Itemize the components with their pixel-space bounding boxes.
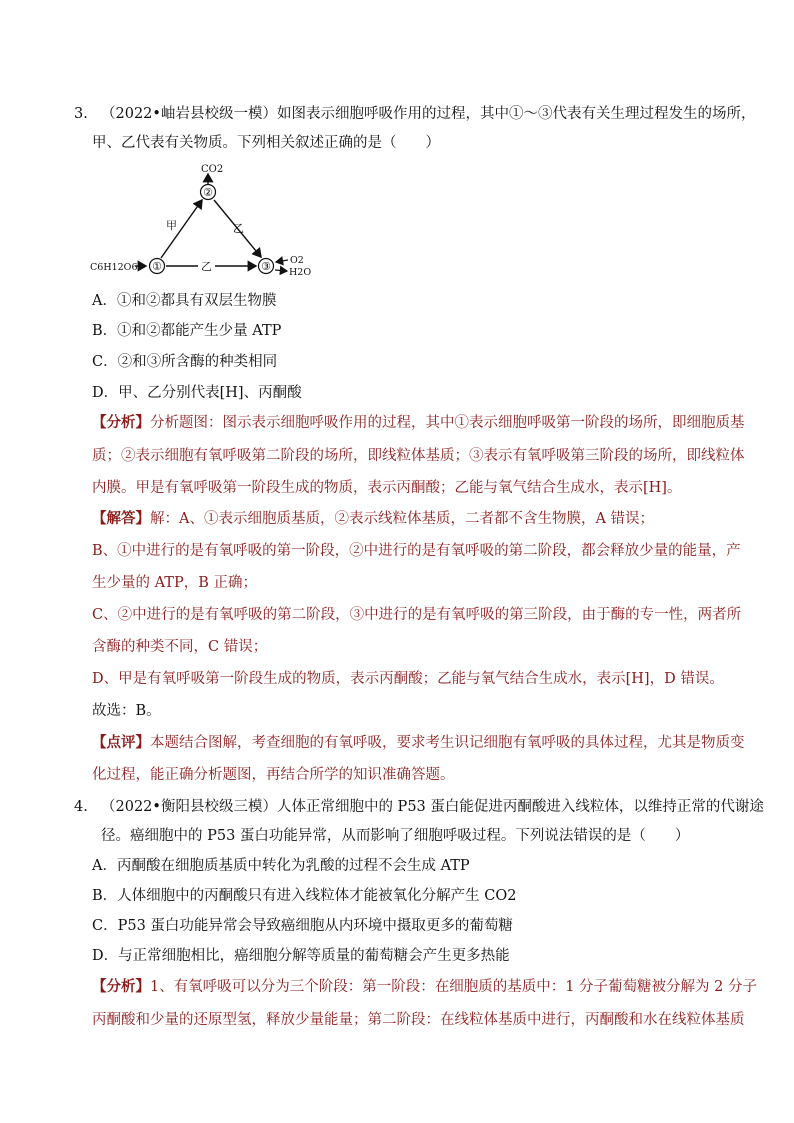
question-4-option-a: A．丙酮酸在细胞质基质中转化为乳酸的过程不会生成 ATP — [92, 858, 470, 874]
question-4-number: 4. — [74, 799, 88, 815]
question-3-answer-line-4: C、②中进行的是有氧呼吸的第二阶段，③中进行的是有氧呼吸的第三阶段，由于酶的专一性，两者所 — [92, 607, 742, 623]
question-3-option-c: C．②和③所含酶的种类相同 — [92, 354, 278, 370]
question-3-answer-line-1 — [92, 509, 654, 529]
question-3-option-b: B．①和②都能产生少量 ATP — [92, 323, 282, 339]
question-4-analysis-line-2: 丙酮酸和少量的还原型氢，释放少量能量；第二阶段：在线粒体基质中进行，丙酮酸和水在线粒体基质 — [92, 1012, 745, 1028]
question-3-comment-line-1 — [92, 733, 745, 753]
answer-text: 解：A、①表示细胞质基质，②表示线粒体基质，二者都不含生物膜，A 错误； — [150, 511, 655, 527]
question-4-option-b: B．人体细胞中的丙酮酸只有进入线粒体才能被氧化分解产生 CO2 — [92, 888, 517, 904]
question-3-option-d: D．甲、乙分别代表[H]、丙酮酸 — [92, 385, 302, 401]
yi-bottom-label: 乙 — [201, 260, 212, 273]
analysis-tag: 【分析】 — [92, 414, 150, 431]
question-3-stem-line-1: （2022•岫岩县校级一模）如图表示细胞呼吸作用的过程，其中①～③代表有关生理过程发生的场所， — [101, 106, 756, 122]
analysis-text: 分析题图：图示表示细胞呼吸作用的过程，其中①表示细胞呼吸第一阶段的场所，即细胞质基 — [150, 415, 745, 431]
question-3-stem-line-2: 甲、乙代表有关物质。下列相关叙述正确的是（ ） — [92, 135, 440, 151]
question-3-answer-line-6: D、甲是有氧呼吸第一阶段生成的物质，表示丙酮酸；乙能与氧气结合生成水，表示[H]，D 错误。 — [92, 671, 724, 687]
glucose-label: C6H12O6 — [90, 262, 138, 273]
o2-label: O2 — [290, 255, 304, 266]
question-3-answer-line-3: 生少量的 ATP，B 正确； — [92, 575, 257, 591]
question-4-stem-line-1: （2022•衡阳县校级三模）人体正常细胞中的 P53 蛋白能促进丙酮酸进入线粒体，以维持正常的代谢途 — [101, 799, 764, 815]
question-3-analysis-line-1 — [92, 413, 745, 433]
node-3-label: ③ — [261, 260, 271, 273]
comment-tag: 【点评】 — [92, 734, 150, 751]
question-4-analysis-line-1 — [92, 977, 757, 997]
cell-respiration-diagram — [90, 158, 330, 282]
answer-tag: 【解答】 — [92, 510, 150, 527]
question-3-answer-line-5: 含酶的种类不同，C 错误； — [92, 639, 268, 655]
yi-top-label: 乙 — [233, 222, 244, 235]
question-4-option-c: C．P53 蛋白功能异常会导致癌细胞从内环境中摄取更多的葡萄糖 — [92, 918, 513, 934]
co2-label: CO2 — [201, 164, 224, 175]
node-1-label: ① — [152, 260, 162, 273]
question-3-number: 3. — [74, 106, 88, 122]
comment-text: 本题结合图解，考查细胞的有氧呼吸，要求考生识记细胞有氧呼吸的具体过程，尤其是物质变 — [150, 735, 745, 751]
q4-analysis-text: 1、有氧呼吸可以分为三个阶段：第一阶段：在细胞质的基质中：1 分子葡萄糖被分解为 2 分子 — [150, 979, 757, 995]
question-3-comment-line-2: 化过程，能正确分析题图，再结合所学的知识准确答题。 — [92, 767, 455, 783]
arrow-o2-to-3 — [276, 260, 288, 262]
question-4-stem-line-2: 径。癌细胞中的 P53 蛋白功能异常，从而影响了细胞呼吸过程。下列说法错误的是（ ） — [101, 828, 690, 844]
q4-analysis-tag: 【分析】 — [92, 978, 150, 995]
jia-label: 甲 — [166, 219, 177, 232]
question-4-option-d: D．与正常细胞相比，癌细胞分解等质量的葡萄糖会产生更多热能 — [92, 948, 510, 964]
question-3-answer-line-2: B、①中进行的是有氧呼吸的第一阶段，②中进行的是有氧呼吸的第二阶段，都会释放少量的能量，产 — [92, 543, 741, 559]
question-3-option-a: A．①和②都具有双层生物膜 — [92, 293, 277, 309]
question-3-analysis-line-2: 质；②表示细胞有氧呼吸第二阶段的场所，即线粒体基质；③表示有氧呼吸第三阶段的场所，即线粒体 — [92, 448, 745, 464]
question-3-analysis-line-3: 内膜。甲是有氧呼吸第一阶段生成的物质，表示丙酮酸；乙能与氧气结合生成水，表示[H]。 — [92, 480, 682, 496]
arrow-3-to-h2o — [275, 270, 287, 271]
h2o-label: H2O — [289, 267, 312, 278]
question-3-final-choice: 故选：B。 — [92, 703, 161, 719]
node-2-label: ② — [203, 186, 213, 199]
